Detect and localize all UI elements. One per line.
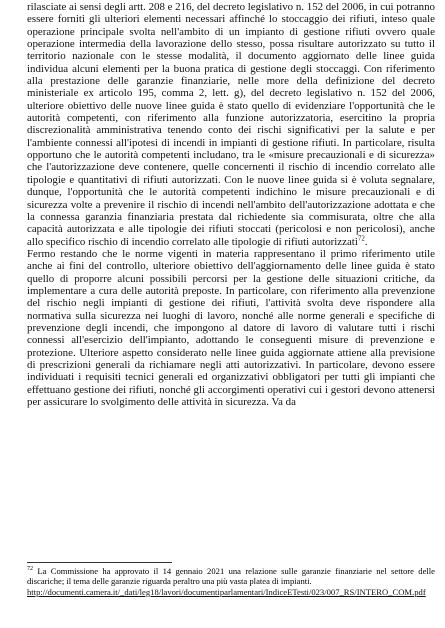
footnote-text: La Commissione ha approvato il 14 gennaio 2021 una relazione sulle garanzie finanziarie nel settore delle discariche; il tema delle garanzie riguarda peraltro una più vasta platea di impianti. xyxy=(27,566,435,587)
paragraph-1-text: rilasciate ai sensi degli artt. 208 e 216, del decreto legislativo n. 152 del 2006, in cui potranno essere forniti gli ulteriori elementi necessari affinché lo stoccaggio dei rifiuti, inteso quale operazione principale svolta nell'ambito di un impianto di gestione rifiuti ovvero quale operazione intermedia della lavorazione dello stesso, possa risultare autorizzato su tutto il territorio nazionale con le stesse modalità, il documento aggiornato delle linee guida individua alcuni elementi per la buona pratica di gestione degli stoccaggi. Con riferimento alla prestazione delle garanzie finanziarie, nelle more della definizione del decreto ministeriale ex articolo 195, comma 2, lett. g), del decreto legislativo n. 152 del 2006, ulteriore obiettivo delle nuove linee guida è stato quello di evidenziare l'opportunità che le autorità competenti, con riferimento alla funzione autorizzatoria, esercitino la propria discrezionalità amministrativa tenendo conto dei rischi significativi per la salute e per l'ambiente connessi all'ipotesi di incendi in impianti di gestione rifiuti. In particolare, risulta opportuno che le autorità competenti includano, tra le «misure precauzionali e di sicurezza» che l'autorizzazione deve contenere, quelle concernenti il rischio di incendio correlato alle tipologie e quantitativi di rifiuti autorizzati. Con le nuove linee guida si è voluta segnalare, dunque, l'opportunità che le autorità competenti indichino le misure precauzionali e di sicurezza volte a prevenire il rischio di incendi nell'ambito dell'autorizzazione adottata e che la connessa garanzia finanziaria prestata dal richiedente sia commisurata, oltre che alla capacità autorizzata e alle tipologie dei rifiuti stoccati (pericolosi e non pericolosi), anche allo specifico rischio di incendio correlato alle tipologie di rifiuti autorizzati xyxy=(27,1,435,248)
footnote-separator xyxy=(27,562,172,563)
body-paragraph-2 xyxy=(27,248,435,408)
paragraph-2-text: Fermo restando che le norme vigenti in materia rappresentano il primo riferimento utile anche ai fini del controllo, ulteriore obiettivo dell'aggiornamento delle linee guida è stato quello di proporre alcuni possibili percorsi per la gestione delle situazioni critiche, da implementare a cura delle autorità preposte. In particolare, con riferimento alla prevenzione del rischio negli impianti di gestione dei rifiuti, l'attività svolta deve rispondere alla normativa sulla sicurezza nei luoghi di lavoro, nonché alle norme generali e specifiche di prevenzione degli incendi, che impongono al datore di lavoro di valutare tutti i rischi connessi all'esercizio dell'impianto, adottando le conseguenti misure di prevenzione e protezione. Ulteriore aspetto considerato nelle linee guida aggiornate attiene alla previsione di prescrizioni generali da richiamare negli atti autorizzativi. In particolare, devono essere individuati i requisiti tecnici generali ed organizzativi obbligatori per tutti gli impianti che effettuano gestione dei rifiuti, nonché gli accorgimenti operativi cui i gestori devono attenersi per assicurare lo svolgimento delle attività in sicurezza. Va da xyxy=(27,247,435,408)
footnote-number: 72 xyxy=(27,566,33,573)
footnote-reference[interactable]: 72 xyxy=(357,233,365,242)
body-paragraph-1: rilasciate ai sensi degli artt. 208 e 216, del decreto legislativo n. 152 del 2006, in cui potranno essere forniti gli ulteriori elementi necessari affinché lo stoccaggio dei rifiuti, inteso quale operazione principale svolta nell'ambito di un impianto di gestione rifiuti ovvero quale operazione intermedia della lavorazione dello stesso, possa risultare autorizzato su tutto il territorio nazionale con le stesse modalità, il documento aggiornato delle linee guida individua alcuni elementi per la buona pratica di gestione degli stoccaggi. Con riferimento alla prestazione delle garanzie finanziarie, nelle more della definizione del decreto ministeriale ex articolo 195, comma 2, lett. g), del decreto legislativo n. 152 del 2006, ulteriore obiettivo delle nuove linee guida è stato quello di evidenziare l'opportunità che le autorità competenti, con riferimento alla funzione autorizzatoria, esercitino la propria discrezionalità amministrativa tenendo conto dei rischi significativi per la salute e per l'ambiente connessi all'ipotesi di incendi in impianti di gestione rifiuti. In particolare, risulta opportuno che le autorità competenti includano, tra le «misure precauzionali e di sicurezza» che l'autorizzazione deve contenere, quelle concernenti il rischio di incendio correlato alle tipologie e quantitativi di rifiuti autorizzati. Con le nuove linee guida si è voluta segnalare, dunque, l'opportunità che le autorità competenti indichino le misure precauzionali e di sicurezza volte a prevenire il rischio di incendi nell'ambito dell'autorizzazione adottata e che la connessa garanzia finanziaria prestata dal richiedente sia commisurata, oltre che alla capacità autorizzata e alle tipologie dei rifiuti stoccati (pericolosi e non pericolosi), anche allo specifico rischio di incendio correlato alle tipologie di rifiuti autorizzati$^{72}$. xyxy=(27,1,435,248)
footnote-link[interactable]: http://documenti.camera.it/_dati/leg18/lavori/documentiparlamentari/IndiceETesti/023/007_RS/INTERO_COM.pdf xyxy=(27,586,426,597)
footnote xyxy=(27,566,435,597)
